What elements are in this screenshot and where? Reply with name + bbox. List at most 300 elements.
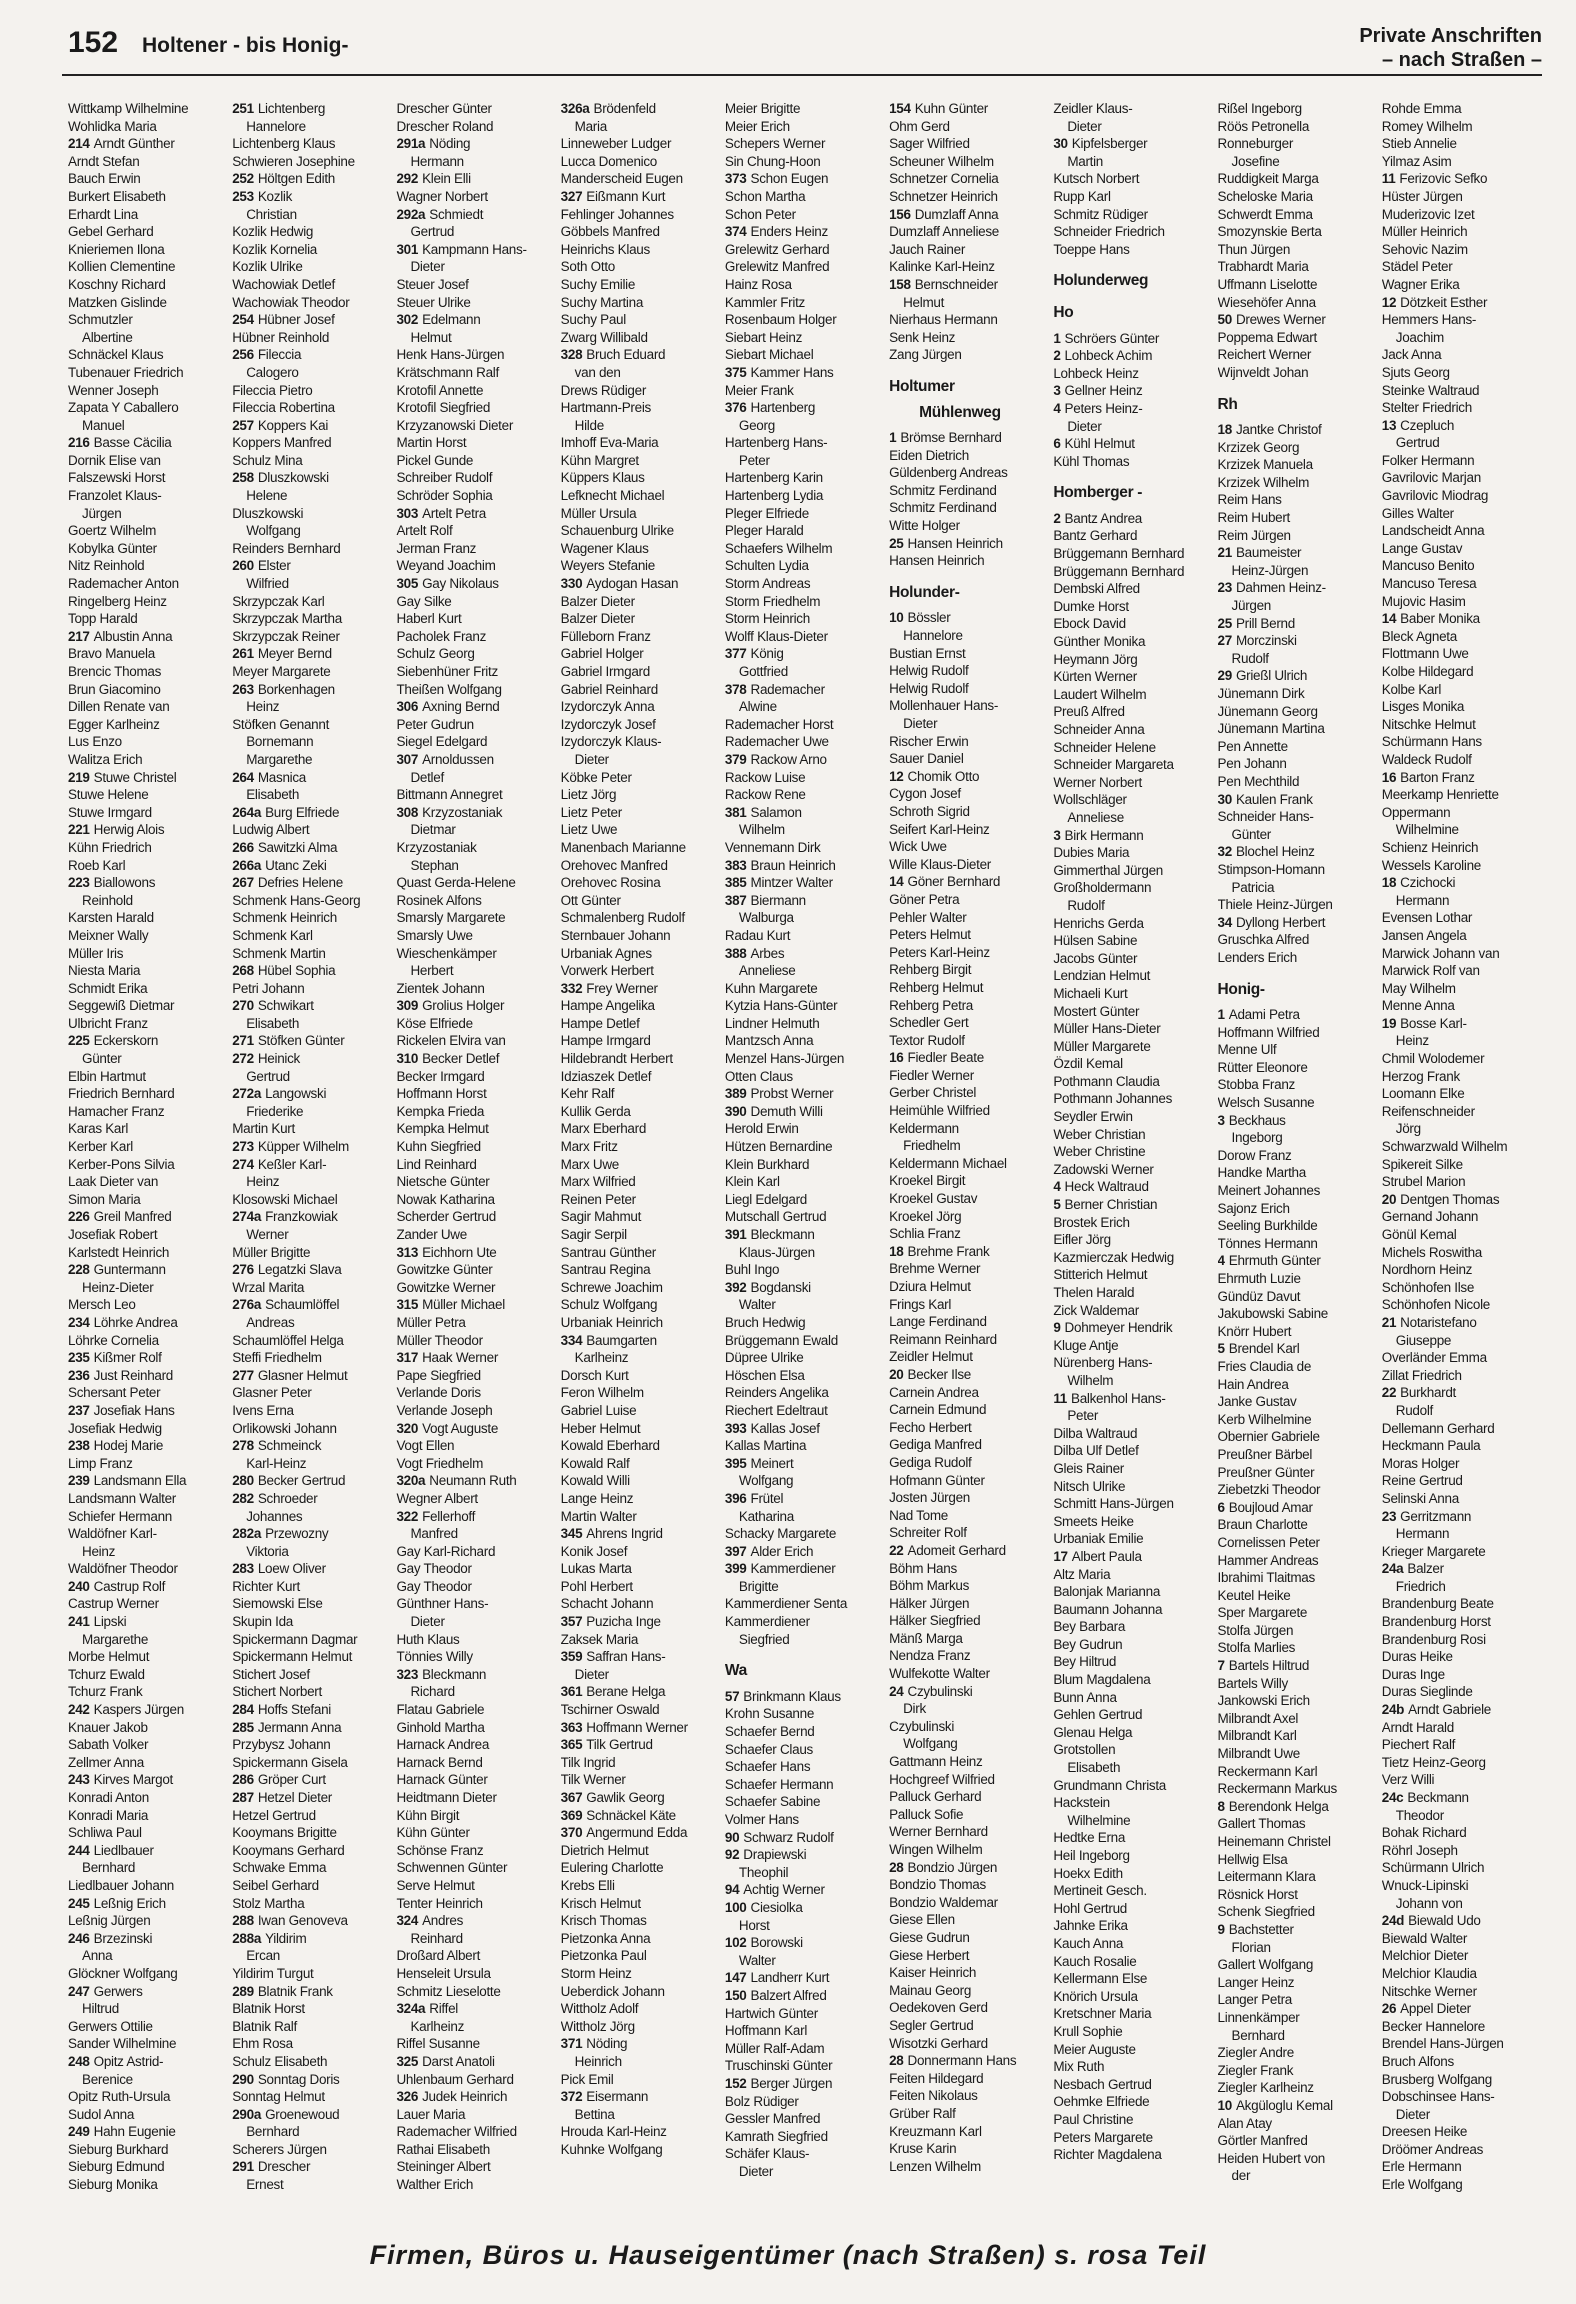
resident-name: Hemmers Hans- (1381, 312, 1477, 328)
listing-entry (561, 980, 719, 998)
listing-entry (232, 1402, 390, 1420)
resident-name: Kempka Helmut (396, 1121, 489, 1137)
resident-name: Kretschner Maria (1053, 2006, 1152, 2022)
listing-entry (68, 1085, 226, 1103)
house-number: 282 (232, 1490, 254, 1506)
listing-entry (1218, 931, 1376, 949)
listing-entry (1382, 1613, 1540, 1631)
listing-entry (68, 294, 226, 312)
resident-name: Feiten Hildegard (889, 2070, 984, 2086)
house-number: 328 (560, 347, 583, 363)
resident-name: Glasner Peter (232, 1385, 312, 1401)
resident-name: Ehrmuth Günter (1228, 1253, 1321, 1269)
resident-name: Wagner Norbert (396, 188, 488, 204)
listing-entry (396, 1490, 554, 1508)
resident-name: Santrau Regina (560, 1262, 651, 1278)
resident-name: Defries Helene (257, 875, 343, 891)
listing-entry (725, 1314, 883, 1332)
house-number: 280 (232, 1473, 254, 1489)
listing-entry (1053, 545, 1211, 563)
resident-name: Bleckmann (422, 1666, 487, 1682)
listing-entry (396, 1842, 554, 1860)
house-number: 357 (560, 1614, 583, 1630)
resident-name: Yilmaz Asim (1381, 153, 1452, 169)
listing-entry (725, 927, 883, 945)
resident-name: Elbin Hartmut (68, 1068, 146, 1084)
listing-entry (561, 1525, 719, 1543)
resident-name: Eckerskorn (93, 1033, 159, 1049)
house-number: 24d (1381, 1913, 1405, 1929)
listing-entry (396, 557, 554, 575)
resident-name: Jermann Anna (257, 1719, 342, 1735)
listing-entry (889, 429, 1047, 447)
resident-name: Schulten Lydia (724, 558, 809, 574)
house-number: 226 (68, 1209, 90, 1225)
listing-continuation (68, 1947, 226, 1965)
listing-entry (889, 2105, 1047, 2123)
listing-entry (396, 716, 554, 734)
listing-entry (68, 1208, 226, 1226)
resident-name: Städel Peter (1381, 259, 1453, 275)
house-number: 381 (724, 804, 747, 820)
resident-name: Serve Helmut (396, 1877, 475, 1893)
resident-name: Baumgarten (586, 1332, 657, 1348)
listing-entry (889, 1032, 1047, 1050)
listing-entry (396, 1208, 554, 1226)
listing-entry (725, 1085, 883, 1103)
house-number: 326a (560, 101, 590, 116)
listing-entry (889, 1190, 1047, 1208)
resident-name: Jürgen (82, 505, 122, 521)
listing-entry (232, 1824, 390, 1842)
listing-entry (232, 1736, 390, 1754)
resident-name: Kuhn Siegfried (396, 1139, 481, 1155)
resident-name: Riechert Edeltraut (724, 1402, 828, 1418)
resident-name: Kuhnke Wolfgang (560, 2141, 663, 2157)
listing-continuation (889, 1735, 1047, 1753)
house-number: 388 (724, 945, 747, 961)
street-heading: Holunderweg (1053, 272, 1149, 290)
resident-name: Sper Margarete (1217, 1605, 1308, 1621)
listing-entry (1053, 1337, 1211, 1355)
resident-name: Kühn Margret (560, 452, 639, 468)
resident-name: Otten Claus (724, 1068, 793, 1084)
listing-entry (396, 733, 554, 751)
resident-name: König (750, 646, 784, 662)
resident-name: Theodor (1395, 1807, 1444, 1823)
resident-name: Hohl Gertrud (1053, 1900, 1127, 1916)
resident-name: Donnermann Hans (907, 2053, 1017, 2069)
resident-name: Adomeit Gerhard (907, 1542, 1006, 1558)
listing-entry (396, 135, 554, 153)
listing-entry (68, 874, 226, 892)
resident-name: Wolfgang (246, 523, 301, 539)
resident-name: Tilk Ingrid (560, 1754, 616, 1770)
resident-name: Pacholek Franz (396, 628, 487, 644)
listing-entry (1053, 382, 1211, 400)
resident-name: Dirk (903, 1701, 926, 1717)
listing-entry (725, 1261, 883, 1279)
listing-entry (725, 716, 883, 734)
listing-entry (725, 786, 883, 804)
listing-continuation (889, 1700, 1047, 1718)
resident-name: Lukas Marta (560, 1561, 632, 1577)
listing-entry (725, 118, 883, 136)
resident-name: Helwig Rudolf (889, 680, 969, 696)
resident-name: Borowski (750, 1935, 803, 1951)
resident-name: Fileccia Robertina (232, 400, 335, 416)
resident-name: Wolfgang (738, 1473, 794, 1489)
resident-name: Walter (738, 1952, 776, 1968)
listing-entry (1382, 1736, 1540, 1754)
resident-name: Hilde (574, 417, 604, 433)
listing-entry (561, 434, 719, 452)
listing-entry (1218, 1886, 1376, 1904)
listing-entry (1053, 615, 1211, 633)
resident-name: Hartmann-Preis (560, 400, 651, 416)
listing-entry (1382, 469, 1540, 487)
house-number: 14 (889, 874, 904, 890)
listing-entry (889, 750, 1047, 768)
resident-name: Menzel Hans-Jürgen (724, 1051, 845, 1067)
listing-entry (1218, 1516, 1376, 1534)
listing-entry (396, 786, 554, 804)
house-number: 18 (889, 1243, 904, 1259)
listing-entry (1382, 927, 1540, 945)
resident-name: Bernhard (246, 2124, 300, 2140)
house-number: 288a (232, 1930, 262, 1946)
house-number: 6 (1217, 1499, 1225, 1515)
listing-entry (889, 785, 1047, 803)
resident-name: Thelen Harald (1053, 1285, 1135, 1300)
listing-entry (1218, 1639, 1376, 1657)
house-number: 225 (68, 1033, 90, 1049)
listing-entry (1382, 557, 1540, 575)
listing-entry (1053, 2005, 1211, 2023)
resident-name: Wegner Albert (396, 1490, 478, 1506)
listing-entry (68, 1173, 226, 1191)
listing-entry (68, 1754, 226, 1772)
listing-entry (1382, 628, 1540, 646)
listing-entry (396, 487, 554, 505)
resident-name: Günter (1231, 826, 1272, 842)
listing-entry (396, 804, 554, 822)
listing-continuation (232, 2123, 390, 2141)
resident-name: Izydorczyk Klaus- (560, 734, 662, 750)
resident-name: Klosowski Michael (232, 1191, 338, 1207)
resident-name: Stichert Josef (232, 1666, 310, 1682)
resident-name: Rackow Rene (724, 787, 806, 803)
resident-name: Wulfekotte Walter (889, 1666, 990, 1682)
resident-name: Senk Heinz (889, 329, 956, 345)
house-number: 18 (1217, 422, 1232, 438)
resident-name: Schwerdt Emma (1217, 206, 1313, 222)
resident-name: Bondzio Jürgen (907, 1859, 998, 1875)
resident-name: Ebock David (1053, 616, 1126, 632)
resident-name: Orehovec Rosina (560, 875, 661, 891)
resident-name: Yildirim Turgut (232, 1965, 314, 1981)
resident-name: Nordhorn Heinz (1381, 1262, 1473, 1278)
listing-entry (561, 2035, 719, 2053)
resident-name: Brigitte (738, 1578, 779, 1594)
resident-name: Stuwe Helene (68, 787, 149, 803)
listing-entry (1218, 206, 1376, 224)
listing-entry (1218, 1763, 1376, 1781)
listing-entry (725, 170, 883, 188)
house-number: 20 (1381, 1191, 1397, 1207)
resident-name: Höschen Elsa (724, 1367, 805, 1383)
resident-name: Eifler Jörg (1053, 1232, 1111, 1248)
listing-entry (232, 2158, 390, 2176)
listing-entry (1218, 1780, 1376, 1798)
resident-name: Peter (738, 452, 770, 468)
listing-entry (232, 1525, 390, 1543)
listing-entry (1382, 980, 1540, 998)
resident-name: Hansen Heinrich (889, 553, 985, 569)
listing-entry (1053, 1601, 1211, 1619)
resident-name: Anna (82, 1948, 113, 1964)
listing-entry (889, 100, 1047, 118)
listing-continuation (1218, 597, 1376, 615)
house-number: 4 (1053, 400, 1061, 416)
resident-name: Gertrud (410, 224, 455, 240)
listing-entry (1053, 1724, 1211, 1742)
listing-entry (561, 857, 719, 875)
listing-entry (1218, 1657, 1376, 1675)
listing-entry (1382, 804, 1540, 822)
resident-name: Schliwa Paul (68, 1825, 142, 1841)
resident-name: Walburga (738, 910, 794, 926)
house-number: 385 (724, 875, 747, 891)
resident-name: Greil Manfred (93, 1209, 172, 1225)
resident-name: Müller Michael (422, 1297, 505, 1313)
resident-name: Menne Ulf (1217, 1042, 1277, 1058)
listing-continuation (725, 1296, 883, 1314)
house-number: 365 (560, 1737, 583, 1753)
house-number: 240 (68, 1578, 90, 1594)
listing-entry (1053, 223, 1211, 241)
listing-entry (1053, 170, 1211, 188)
resident-name: Kaulen Frank (1235, 791, 1313, 807)
house-number: 258 (232, 470, 254, 486)
resident-name: Rademacher Horst (724, 716, 834, 732)
resident-name: Zillat Friedrich (1381, 1367, 1462, 1383)
listing-entry (889, 206, 1047, 224)
house-number: 334 (560, 1332, 583, 1348)
house-number: 25 (889, 535, 904, 551)
listing-entry (1382, 206, 1540, 224)
listing-entry (232, 329, 390, 347)
listing-entry (561, 1983, 719, 2001)
resident-name: Just Reinhard (93, 1367, 174, 1383)
listing-entry (232, 980, 390, 998)
directory-column (68, 100, 232, 2220)
listing-entry (561, 522, 719, 540)
resident-name: Lietz Peter (560, 804, 622, 820)
resident-name: Pen Mechthild (1217, 773, 1300, 789)
resident-name: Schaefer Hermann (724, 1776, 834, 1792)
listing-entry (68, 1719, 226, 1737)
listing-entry (889, 2123, 1047, 2141)
listing-entry (1218, 1851, 1376, 1869)
listing-entry (232, 223, 390, 241)
resident-name: Rißel Ingeborg (1217, 101, 1302, 116)
resident-name: Kroekel Jörg (889, 1208, 962, 1224)
listing-entry (889, 1753, 1047, 1771)
listing-entry (1053, 721, 1211, 739)
listing-entry (1382, 2035, 1540, 2053)
resident-name: Walitza Erich (68, 751, 143, 767)
listing-entry (1382, 294, 1540, 312)
resident-name: Kerber Karl (68, 1139, 133, 1155)
resident-name: Ahrens Ingrid (586, 1526, 663, 1542)
resident-name: Frütel (750, 1490, 784, 1506)
resident-name: Gallert Wolfgang (1217, 1957, 1314, 1973)
listing-continuation (725, 1244, 883, 1262)
resident-name: Gattmann Heinz (889, 1754, 983, 1770)
listing-continuation (232, 733, 390, 751)
listing-entry (1218, 2009, 1376, 2027)
listing-entry (1382, 1947, 1540, 1965)
listing-entry (232, 1965, 390, 1983)
listing-entry (1218, 1288, 1376, 1306)
listing-entry (561, 962, 719, 980)
resident-name: Wagener Klaus (560, 540, 649, 556)
resident-name: Dorow Franz (1217, 1147, 1292, 1163)
listing-continuation (396, 1930, 554, 1948)
resident-name: Werner (246, 1227, 289, 1242)
listing-entry (561, 1754, 719, 1772)
house-number: 393 (724, 1420, 747, 1436)
directory-column (725, 100, 889, 2220)
listing-continuation (1053, 1407, 1211, 1425)
resident-name: Johann von (1395, 1895, 1463, 1911)
listing-entry (232, 681, 390, 699)
resident-name: Gabriel Reinhard (560, 681, 658, 697)
listing-entry (561, 1050, 719, 1068)
house-number: 370 (560, 1825, 583, 1841)
resident-name: Glasner Helmut (257, 1367, 348, 1383)
resident-name: Spickermann Gisela (232, 1754, 348, 1770)
listing-entry (232, 2018, 390, 2036)
resident-name: Brehme Werner (889, 1261, 981, 1277)
listing-entry (1218, 276, 1376, 294)
listing-entry (1382, 1367, 1540, 1385)
listing-entry (1382, 1719, 1540, 1737)
resident-name: Siemowski Else (232, 1596, 323, 1612)
resident-name: Schmalenberg Rudolf (560, 910, 685, 926)
listing-entry (232, 892, 390, 910)
resident-name: Vorwerk Herbert (560, 963, 654, 979)
listing-entry (725, 997, 883, 1015)
listing-entry (1382, 1631, 1540, 1649)
listing-entry (725, 311, 883, 329)
listing-continuation (1053, 1812, 1211, 1830)
listing-entry (1053, 1161, 1211, 1179)
resident-name: Krisch Helmut (560, 1895, 641, 1911)
house-number: 3 (1217, 1112, 1225, 1128)
house-number: 14 (1381, 611, 1397, 627)
resident-name: Elisabeth (1067, 1760, 1121, 1776)
resident-name: Balonjak Marianna (1053, 1584, 1161, 1600)
resident-name: Walther Erich (396, 2177, 474, 2193)
resident-name: Nöding (586, 2036, 628, 2052)
listing-entry (889, 346, 1047, 364)
resident-name: Michels Roswitha (1381, 1244, 1482, 1260)
listing-entry (396, 1983, 554, 2001)
directory-columns (68, 100, 1546, 2220)
listing-entry (889, 2052, 1047, 2070)
resident-name: Evensen Lothar (1381, 910, 1473, 926)
resident-name: Dieter (903, 716, 938, 731)
resident-name: Flottmann Uwe (1381, 646, 1469, 662)
listing-entry (1218, 1428, 1376, 1446)
resident-name: Zientek Johann (396, 980, 485, 996)
listing-continuation (889, 627, 1047, 645)
house-number: 302 (396, 312, 419, 328)
house-number: 377 (724, 646, 747, 662)
resident-name: Jünemann Martina (1217, 721, 1325, 737)
listing-entry (889, 535, 1047, 553)
resident-name: Ronneburger (1217, 136, 1294, 152)
resident-name: Hoffmann Wilfried (1217, 1024, 1320, 1040)
listing-entry (1382, 698, 1540, 716)
listing-entry (561, 874, 719, 892)
listing-entry (1218, 100, 1376, 118)
house-number: 392 (724, 1279, 747, 1295)
listing-entry (561, 804, 719, 822)
resident-name: Kühl Helmut (1064, 436, 1135, 452)
resident-name: Schmenk Hans-Georg (232, 892, 361, 908)
listing-continuation (725, 417, 883, 435)
resident-name: Smarsly Margarete (396, 910, 506, 926)
resident-name: Krotofil Annette (396, 382, 484, 398)
resident-name: Fileccia Pietro (232, 382, 313, 398)
house-number: 57 (724, 1688, 740, 1704)
resident-name: Hälker Jürgen (889, 1595, 970, 1611)
resident-name: Pickel Gunde (396, 452, 474, 468)
listing-entry (232, 1613, 390, 1631)
resident-name: Dietrich Helmut (560, 1842, 649, 1858)
listing-entry (68, 135, 226, 153)
resident-name: Rathai Elisabeth (396, 2141, 490, 2157)
resident-name: Günter (82, 1051, 122, 1067)
resident-name: Schwieren Josephine (232, 153, 355, 169)
resident-name: Duras Sieglinde (1381, 1684, 1473, 1700)
listing-entry (889, 926, 1047, 944)
resident-name: Brüggemann Bernhard (1053, 563, 1185, 579)
house-number: 24 (889, 1683, 904, 1699)
listing-continuation (1382, 1332, 1540, 1350)
resident-name: Textor Rudolf (889, 1032, 965, 1048)
resident-name: Krätschmann Ralf (396, 364, 499, 380)
listing-entry (1053, 1495, 1211, 1513)
resident-name: Knieriemen Ilona (68, 241, 165, 257)
resident-name: Reinhold (82, 892, 133, 908)
listing-continuation (232, 1015, 390, 1033)
resident-name: Schmiedt (429, 206, 484, 222)
listing-entry (232, 716, 390, 734)
listing-continuation (396, 821, 554, 839)
resident-name: Jünemann Georg (1217, 703, 1318, 719)
listing-entry (561, 1367, 719, 1385)
resident-name: Lindner Helmuth (724, 1015, 820, 1031)
resident-name: Marx Eberhard (560, 1121, 647, 1137)
resident-name: Santrau Günther (560, 1244, 656, 1260)
house-number: 147 (724, 1970, 747, 1986)
listing-entry (725, 557, 883, 575)
resident-name: Hermann (1395, 1526, 1450, 1542)
